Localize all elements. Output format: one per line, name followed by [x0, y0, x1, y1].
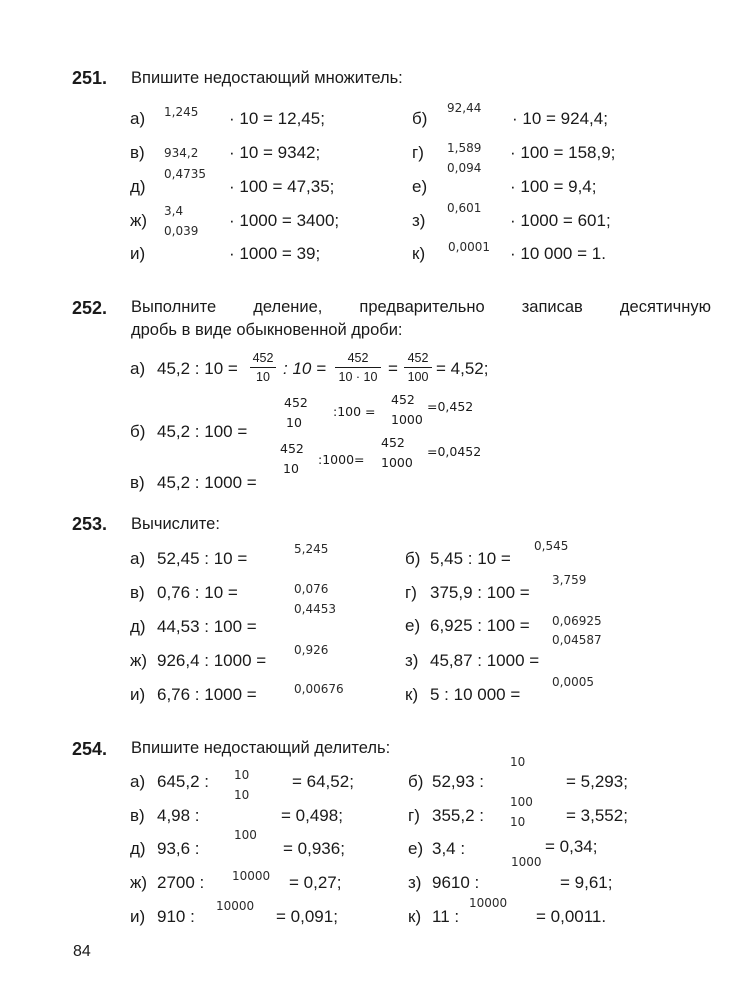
item-label: з)	[412, 211, 426, 230]
item-label: а)	[130, 549, 146, 568]
answer-handwritten: 10	[510, 755, 526, 769]
handwritten-numerator: 452	[381, 435, 405, 450]
item-label: ж)	[130, 873, 148, 892]
answer-handwritten: 1,589	[447, 141, 482, 155]
answer-handwritten: 100	[510, 795, 533, 809]
item-label: д)	[130, 839, 146, 858]
equation-text: 645,2 :	[157, 772, 209, 791]
item-label: и)	[130, 685, 146, 704]
equation-text: 5 : 10 000 =	[430, 685, 521, 704]
item-label: г)	[408, 806, 420, 825]
answer-handwritten: 100	[234, 828, 257, 842]
answer-handwritten: 92,44	[447, 101, 482, 115]
equation-text: 45,87 : 1000 =	[430, 651, 540, 670]
item-label: ж)	[130, 651, 148, 670]
handwritten-operation: :1000=	[318, 452, 365, 467]
equation-text: = 0,936;	[283, 839, 345, 858]
equation-text: =	[388, 359, 398, 378]
equation-text: = 5,293;	[566, 772, 628, 791]
answer-handwritten: 934,2	[164, 146, 199, 160]
equation-text: 52,93 :	[432, 772, 484, 791]
item-label: б)	[130, 422, 146, 441]
item-label: а)	[130, 109, 146, 128]
item-label: д)	[130, 617, 146, 636]
answer-handwritten: 0,545	[534, 539, 569, 553]
item-label: з)	[408, 873, 422, 892]
item-label: е)	[405, 616, 421, 635]
fraction-numerator: 452	[347, 351, 369, 365]
exercise-number: 253.	[72, 514, 108, 534]
answer-handwritten: 0,4735	[164, 167, 206, 181]
exercise-number: 254.	[72, 739, 108, 759]
answer-handwritten: 10	[234, 788, 250, 802]
equation-text: 9610 :	[432, 873, 480, 892]
answer-handwritten: 10000	[216, 899, 255, 913]
equation-text: · 100 = 47,35;	[229, 177, 335, 196]
handwritten-denominator: 1000	[381, 455, 413, 470]
item-label: к)	[405, 685, 419, 704]
answer-handwritten: 3,759	[552, 573, 587, 587]
handwritten-denominator: 1000	[391, 412, 423, 427]
fraction-numerator: 452	[252, 351, 274, 365]
answer-handwritten: 0,0001	[448, 240, 490, 254]
answer-handwritten: 1,245	[164, 105, 199, 119]
item-label: к)	[412, 244, 426, 263]
fraction-denominator: 10	[256, 370, 270, 384]
exercise-title: дробь в виде обыкновенной дроби:	[131, 321, 403, 339]
exercise-title: Впишите недостающий множитель:	[131, 69, 403, 87]
exercise-number: 252.	[72, 298, 108, 318]
answer-handwritten: 5,245	[294, 542, 329, 556]
item-label: е)	[408, 839, 424, 858]
exercise-title: Впишите недостающий делитель:	[131, 739, 391, 757]
equation-text: : 10 =	[283, 359, 327, 378]
item-label: к)	[408, 907, 422, 926]
handwritten-denominator: 10	[283, 461, 299, 476]
equation-text: = 4,52;	[436, 359, 489, 378]
equation-text: 45,2 : 1000 =	[157, 473, 257, 492]
answer-handwritten: 0,06925	[552, 614, 602, 628]
equation-text: 6,76 : 1000 =	[157, 685, 257, 704]
fraction-bar	[335, 367, 381, 368]
equation-text: 11 :	[432, 907, 460, 926]
equation-text: 45,2 : 10 =	[157, 359, 238, 378]
item-label: в)	[130, 806, 145, 825]
item-label: ж)	[130, 211, 148, 230]
equation-text: = 0,498;	[281, 806, 343, 825]
fraction-bar	[404, 367, 432, 368]
fraction-denominator: 100	[407, 370, 429, 384]
equation-text: = 0,091;	[276, 907, 338, 926]
equation-text: 0,76 : 10 =	[157, 583, 238, 602]
equation-text: 93,6 :	[157, 839, 200, 858]
item-label: б)	[405, 549, 421, 568]
answer-handwritten: 10	[234, 768, 250, 782]
equation-text: 926,4 : 1000 =	[157, 651, 267, 670]
handwritten-result: =0,452	[427, 399, 474, 414]
item-label: а)	[130, 772, 146, 791]
handwritten-operation: :100 =	[333, 404, 376, 419]
exercise-title: Выполните деление, предварительно записав десятичную	[131, 298, 711, 316]
answer-handwritten: 0,094	[447, 161, 482, 175]
equation-text: 45,2 : 100 =	[157, 422, 248, 441]
answer-handwritten: 1000	[511, 855, 542, 869]
item-label: г)	[412, 143, 424, 162]
exercise-number: 251.	[72, 68, 108, 88]
equation-text: · 10 000 = 1.	[510, 244, 606, 263]
answer-handwritten: 0,076	[294, 582, 329, 596]
answer-handwritten: 0,04587	[552, 633, 602, 647]
answer-handwritten: 0,00676	[294, 682, 344, 696]
equation-text: = 9,61;	[560, 873, 613, 892]
equation-text: = 0,27;	[289, 873, 342, 892]
answer-handwritten: 0,0005	[552, 675, 594, 689]
item-label: а)	[130, 359, 146, 378]
item-label: з)	[405, 651, 419, 670]
fraction-bar	[250, 367, 276, 368]
equation-text: · 10 = 9342;	[229, 143, 321, 162]
equation-text: · 10 = 12,45;	[229, 109, 325, 128]
equation-text: · 100 = 158,9;	[510, 143, 616, 162]
equation-text: · 100 = 9,4;	[510, 177, 597, 196]
equation-text: 375,9 : 100 =	[430, 583, 530, 602]
handwritten-numerator: 452	[391, 392, 415, 407]
page-number: 84	[73, 943, 91, 960]
fraction-numerator: 452	[407, 351, 429, 365]
answer-handwritten: 0,601	[447, 201, 482, 215]
item-label: е)	[412, 177, 428, 196]
item-label: б)	[412, 109, 428, 128]
item-label: в)	[130, 143, 145, 162]
answer-handwritten: 10000	[469, 896, 508, 910]
item-label: г)	[405, 583, 417, 602]
equation-text: 3,4 :	[432, 839, 466, 858]
item-label: в)	[130, 583, 145, 602]
fraction-denominator: 10 · 10	[338, 370, 378, 384]
handwritten-denominator: 10	[286, 415, 302, 430]
equation-text: 44,53 : 100 =	[157, 617, 257, 636]
equation-text: · 1000 = 601;	[510, 211, 611, 230]
handwritten-numerator: 452	[284, 395, 308, 410]
answer-handwritten: 10	[510, 815, 526, 829]
equation-text: = 64,52;	[292, 772, 354, 791]
equation-text: = 0,0011.	[536, 907, 607, 926]
equation-text: 52,45 : 10 =	[157, 549, 248, 568]
answer-handwritten: 0,039	[164, 224, 199, 238]
answer-handwritten: 3,4	[164, 204, 184, 218]
equation-text: · 1000 = 3400;	[229, 211, 340, 230]
item-label: д)	[130, 177, 146, 196]
item-label: и)	[130, 244, 146, 263]
answer-handwritten: 0,4453	[294, 602, 336, 616]
equation-text: 2700 :	[157, 873, 205, 892]
equation-text: 5,45 : 10 =	[430, 549, 511, 568]
handwritten-numerator: 452	[280, 441, 304, 456]
item-label: б)	[408, 772, 424, 791]
answer-handwritten: 10000	[232, 869, 271, 883]
equation-text: 910 :	[157, 907, 195, 926]
answer-handwritten: 0,926	[294, 643, 329, 657]
equation-text: · 10 = 924,4;	[512, 109, 608, 128]
equation-text: = 0,34;	[545, 837, 598, 856]
equation-text: 4,98 :	[157, 806, 200, 825]
item-label: в)	[130, 473, 145, 492]
equation-text: · 1000 = 39;	[229, 244, 321, 263]
equation-text: = 3,552;	[566, 806, 628, 825]
item-label: и)	[130, 907, 146, 926]
handwritten-result: =0,0452	[427, 444, 482, 459]
equation-text: 355,2 :	[432, 806, 484, 825]
equation-text: 6,925 : 100 =	[430, 616, 530, 635]
exercise-title: Вычислите:	[131, 515, 220, 533]
